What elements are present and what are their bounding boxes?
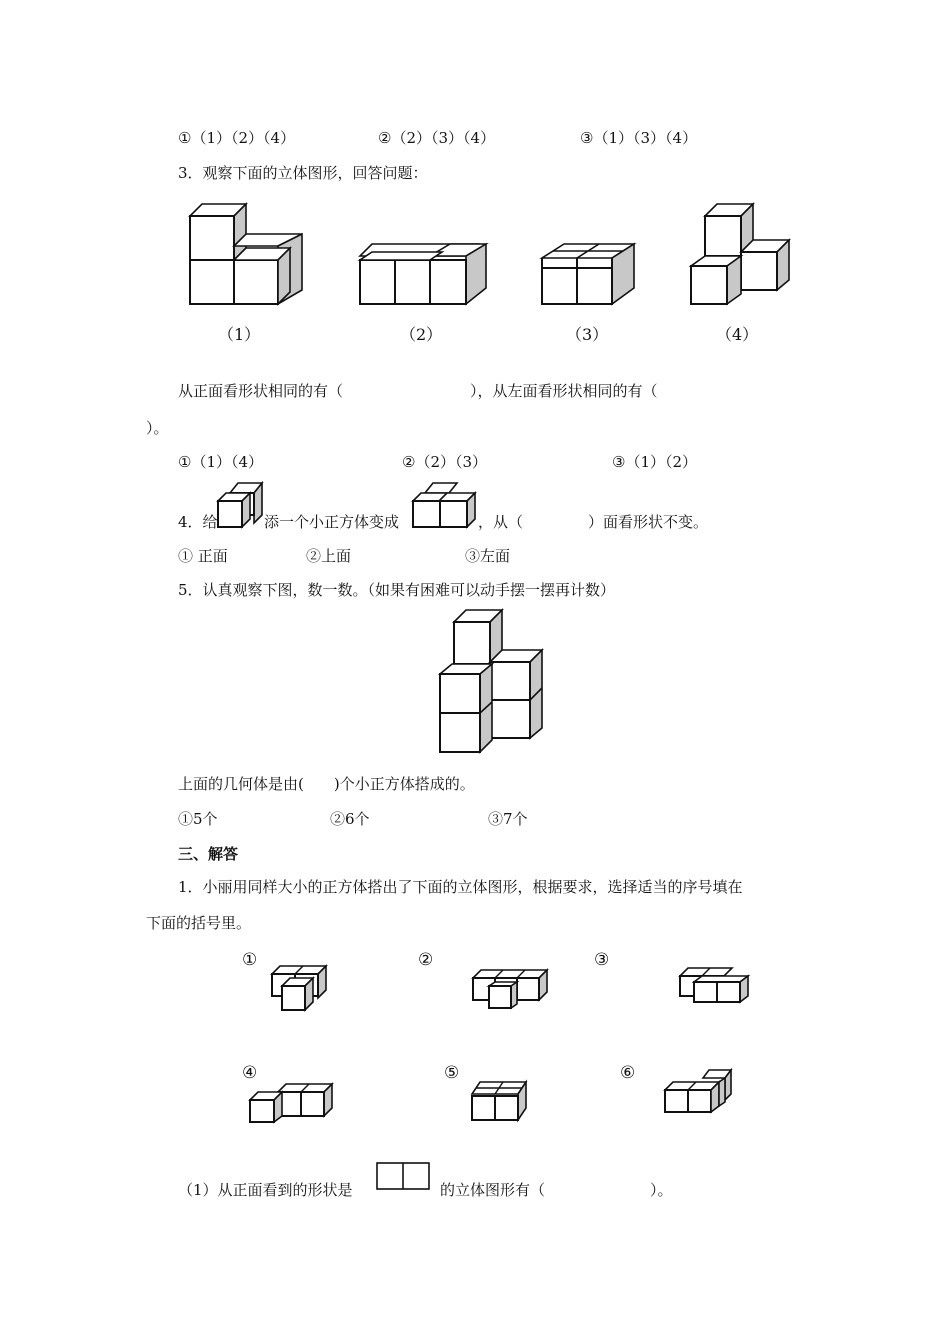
q5-option-1: ①5个 [178, 810, 218, 828]
q3-figure-2 [360, 244, 490, 306]
cube [490, 662, 530, 700]
q3-question-line1-b: ），从左面看形状相同的有（ [470, 382, 658, 400]
cube [430, 260, 466, 304]
q5-prompt: 5．认真观察下图，数一数。（如果有困难可以动手摆一摆再计数） [178, 581, 616, 599]
q3-figure-label-4: （4） [716, 325, 759, 344]
cube [454, 622, 490, 664]
cube [440, 713, 480, 752]
q4-suffix-b: ）面看形状不变。 [588, 513, 709, 531]
q3-prompt: 3．观察下面的立体图形，回答问题： [178, 164, 428, 182]
solid-figure-3 [680, 964, 756, 1008]
cube [705, 216, 741, 256]
q4-shape-after [413, 483, 477, 529]
cube [440, 674, 480, 713]
q5-question: 上面的几何体是由( )个小正方体搭成的。 [178, 775, 475, 793]
cube [360, 260, 395, 304]
sub-question-1-b: 的立体图形有（ [440, 1181, 546, 1199]
q4-shape-before [218, 483, 266, 529]
cube [395, 260, 430, 304]
q4-suffix-a: ，从（ [478, 513, 524, 531]
q2-option-3: ③（1）（3）（4） [580, 129, 698, 147]
q4-option-1: ① 正面 [178, 547, 228, 565]
cube [741, 252, 777, 290]
q5-figure [440, 608, 550, 754]
cube [490, 700, 530, 738]
section-title: 三、解答 [178, 845, 239, 863]
q4-middle: 添一个小正方体变成 [264, 513, 400, 531]
cube [190, 204, 246, 260]
q3-option-2: ②（2）（3） [402, 453, 488, 471]
cube [234, 260, 278, 304]
cube [542, 268, 577, 304]
q3-question-line2: ）。 [146, 419, 169, 437]
figure-marker-2: ② [418, 950, 434, 970]
sub-question-1-c: ）。 [650, 1181, 673, 1199]
q5-option-3: ③7个 [488, 810, 528, 828]
q3-figure-1 [190, 204, 310, 314]
q2-option-1: ①（1）（2）（4） [178, 129, 296, 147]
q2-option-2: ②（2）（3）（4） [378, 129, 496, 147]
cube [577, 268, 612, 304]
cube [190, 260, 234, 304]
figure-marker-6: ⑥ [620, 1063, 636, 1083]
solid-figure-6 [665, 1068, 737, 1114]
figure-marker-1: ① [242, 950, 258, 970]
sub-question-1-a: （1）从正面看到的形状是 [178, 1181, 353, 1199]
q3-figure-4 [691, 204, 801, 314]
q4-prefix: 4．给 [178, 513, 218, 531]
solid-figure-1 [272, 964, 332, 1014]
figure-marker-5: ⑤ [444, 1063, 460, 1083]
solid-figure-4 [250, 1082, 334, 1128]
q3-figure-label-1: （1） [218, 325, 261, 344]
q3-figure-3 [542, 244, 642, 306]
q3-question-line1-a: 从正面看形状相同的有（ [178, 382, 344, 400]
q4-option-2: ②上面 [306, 547, 352, 565]
cube [691, 266, 727, 304]
q4-option-3: ③左面 [465, 547, 511, 565]
q5-option-2: ②6个 [330, 810, 370, 828]
front-view-shape [376, 1162, 430, 1190]
solid-figure-5 [472, 1080, 532, 1124]
q3-figure-label-3: （3） [566, 325, 609, 344]
figure-marker-4: ④ [242, 1063, 258, 1083]
figure-marker-3: ③ [594, 950, 610, 970]
section3-q1-line2: 下面的括号里。 [146, 914, 252, 932]
solid-figure-2 [473, 968, 553, 1012]
q3-option-1: ①（1）（4） [178, 453, 264, 471]
q3-figure-label-2: （2） [400, 325, 443, 344]
section3-q1-line1: 1．小丽用同样大小的正方体搭出了下面的立体图形，根据要求，选择适当的序号填在 [178, 878, 743, 896]
q3-option-3: ③（1）（2） [612, 453, 698, 471]
